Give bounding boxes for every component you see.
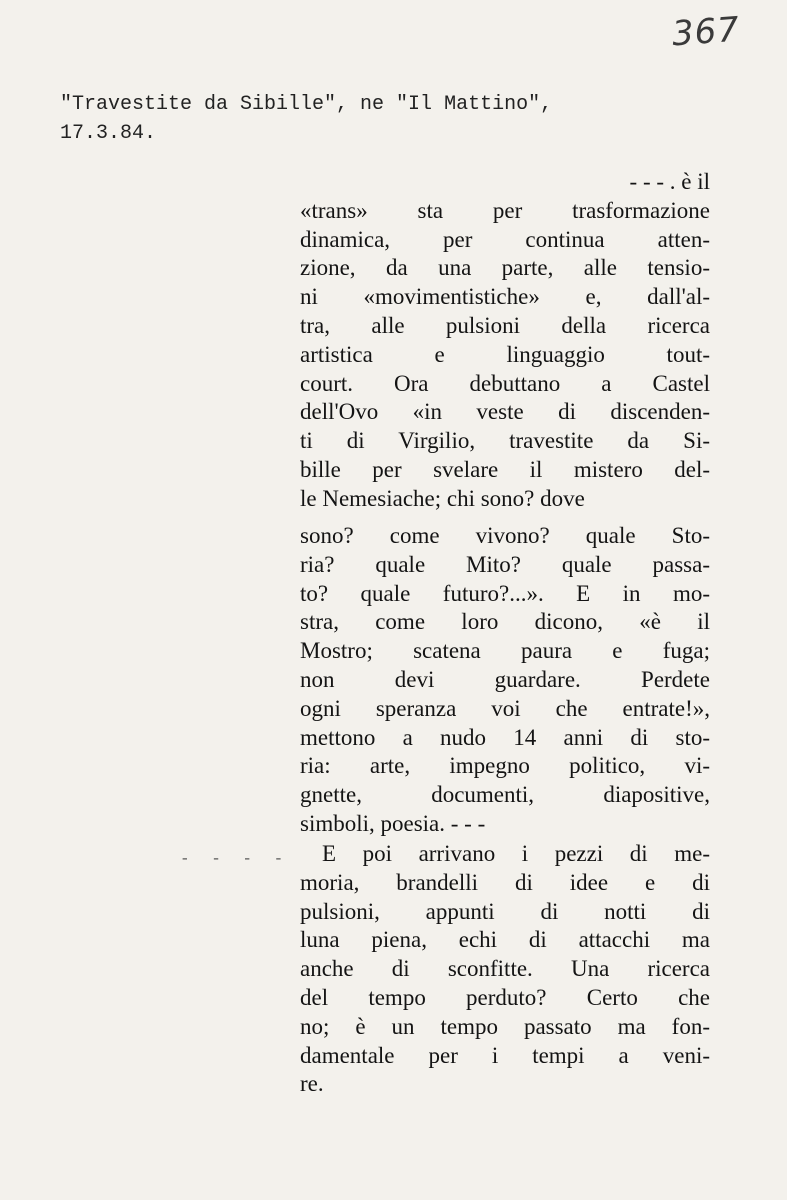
clipping-text-line: ria? quale Mito? quale passa- [300, 551, 710, 577]
clipping-paragraph-3 [300, 840, 710, 1099]
clipping-text-line: ni «movimentistiche» e, dall'al- [300, 284, 710, 310]
clipping-text-line: dinamica, per continua atten- [300, 226, 710, 252]
clipping-text-line: artistica e linguaggio tout- [300, 341, 710, 367]
clipping-text-line: «trans» sta per trasformazione [300, 197, 710, 223]
clipping-text-line: simboli, poesia. - - - [300, 810, 486, 836]
clipping-text-line: dell'Ovo «in veste di discenden- [300, 399, 710, 425]
clipping-text-line: zione, da una parte, alle tensio- [300, 255, 710, 281]
clipping-text-line: re. [300, 1071, 324, 1097]
clipping-text-line: anche di sconfitte. Una ricerca [300, 956, 710, 982]
clipping-text-line: Mostro; scatena paura e fuga; [300, 638, 710, 664]
clipping-text-line: tra, alle pulsioni della ricerca [300, 312, 710, 338]
clipping-text-line: del tempo perduto? Certo che [300, 984, 710, 1010]
clipping-text-line: moria, brandelli di idee e di [300, 869, 710, 895]
clipping-text-line: stra, come loro dicono, «è il [300, 609, 710, 635]
clipping-text-line: le Nemesiache; chi sono? dove [300, 485, 585, 511]
clipping-text-line: sono? come vivono? quale Sto- [300, 523, 710, 548]
clipping-paragraph-2 [300, 522, 710, 839]
clipping-text-line: - - - . è il [629, 169, 710, 194]
clipping-text-line: ria: arte, impegno politico, vi- [300, 753, 710, 779]
citation-title-line: "Travestite da Sibille", ne "Il Mattino", [60, 93, 553, 116]
clipping-text-line: E poi arrivano i pezzi di me- [322, 841, 710, 866]
clipping-text-line: ogni speranza voi che entrate!», [300, 695, 710, 721]
clipping-text-line: no; è un tempo passato ma fon- [300, 1013, 710, 1039]
newspaper-clipping [290, 168, 730, 1097]
citation-date-line: 17.3.84. [60, 122, 157, 145]
clipping-text-line: gnette, documenti, diapositive, [300, 782, 710, 808]
clipping-text-line: to? quale futuro?...». E in mo- [300, 580, 710, 606]
clipping-text-line: pulsioni, appunti di notti di [300, 898, 710, 924]
clipping-text-line: non devi guardare. Perdete [300, 666, 710, 692]
clipping-text-line: luna piena, echi di attacchi ma [300, 927, 710, 953]
clipping-paragraph-1 [300, 168, 710, 514]
scissor-cut-mark: - - - - [180, 850, 290, 868]
clipping-text-line: mettono a nudo 14 anni di sto- [300, 724, 710, 750]
clipping-text-line: bille per svelare il mistero del- [300, 456, 710, 482]
clipping-text-line: court. Ora debuttano a Castel [300, 370, 710, 396]
clipping-text-line: damentale per i tempi a veni- [300, 1042, 710, 1068]
clipping-text-line: ti di Virgilio, travestite da Si- [300, 428, 710, 454]
typed-citation-header [60, 90, 552, 148]
archive-page-number: 367 [670, 9, 742, 55]
